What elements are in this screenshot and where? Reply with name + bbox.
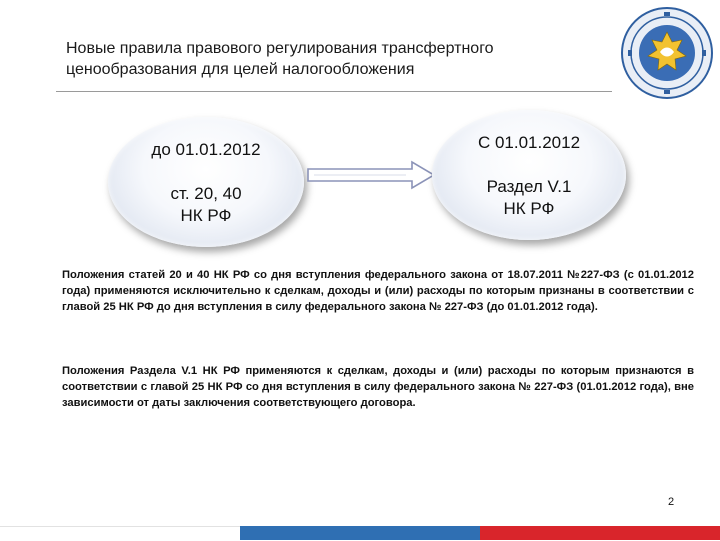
transition-arrow <box>306 160 436 190</box>
footer-bar-white <box>0 526 240 541</box>
slide-title: Новые правила правового регулирования трансфертного ценообразования для целей налогообложения <box>66 40 494 78</box>
footer-bar-blue <box>240 526 480 540</box>
page-number: 2 <box>668 496 675 508</box>
before-2012-oval <box>108 117 304 247</box>
title-divider <box>56 91 612 92</box>
from-2012-oval <box>432 110 626 240</box>
footer-color-bar <box>0 526 720 540</box>
from-2012-date: С 01.01.2012 <box>477 133 581 152</box>
footer-bar-red <box>480 526 720 540</box>
before-2012-code: НК РФ <box>180 206 232 225</box>
from-2012-section: Раздел V.1 <box>486 177 572 196</box>
before-2012-date: до 01.01.2012 <box>151 140 261 159</box>
from-2012-code: НК РФ <box>503 199 555 218</box>
before-2012-articles: ст. 20, 40 <box>170 184 242 203</box>
paragraph-articles-20-40: Положения статей 20 и 40 НК РФ со дня вступления федерального закона от 18.07.2011 №227-ФЗ (с 01.01.2012 года) применяются исключительно к сделкам, доходы и (или) расходы по которым признаны в соответствии с главой 25 НК РФ до дня вступления в силу федерального закона № 227-ФЗ (до 01.01.2012 года). <box>62 269 694 313</box>
fns-emblem-icon <box>620 6 714 100</box>
paragraph-section-v1: Положения Раздела V.1 НК РФ применяются к сделкам, доходы и (или) расходы по которым признаются в соответствии с главой 25 НК РФ со дня вступления в силу федерального закона № 227-ФЗ (01.01.2012 года), вне зависимости от даты заключения соответствующего договора. <box>62 365 694 409</box>
